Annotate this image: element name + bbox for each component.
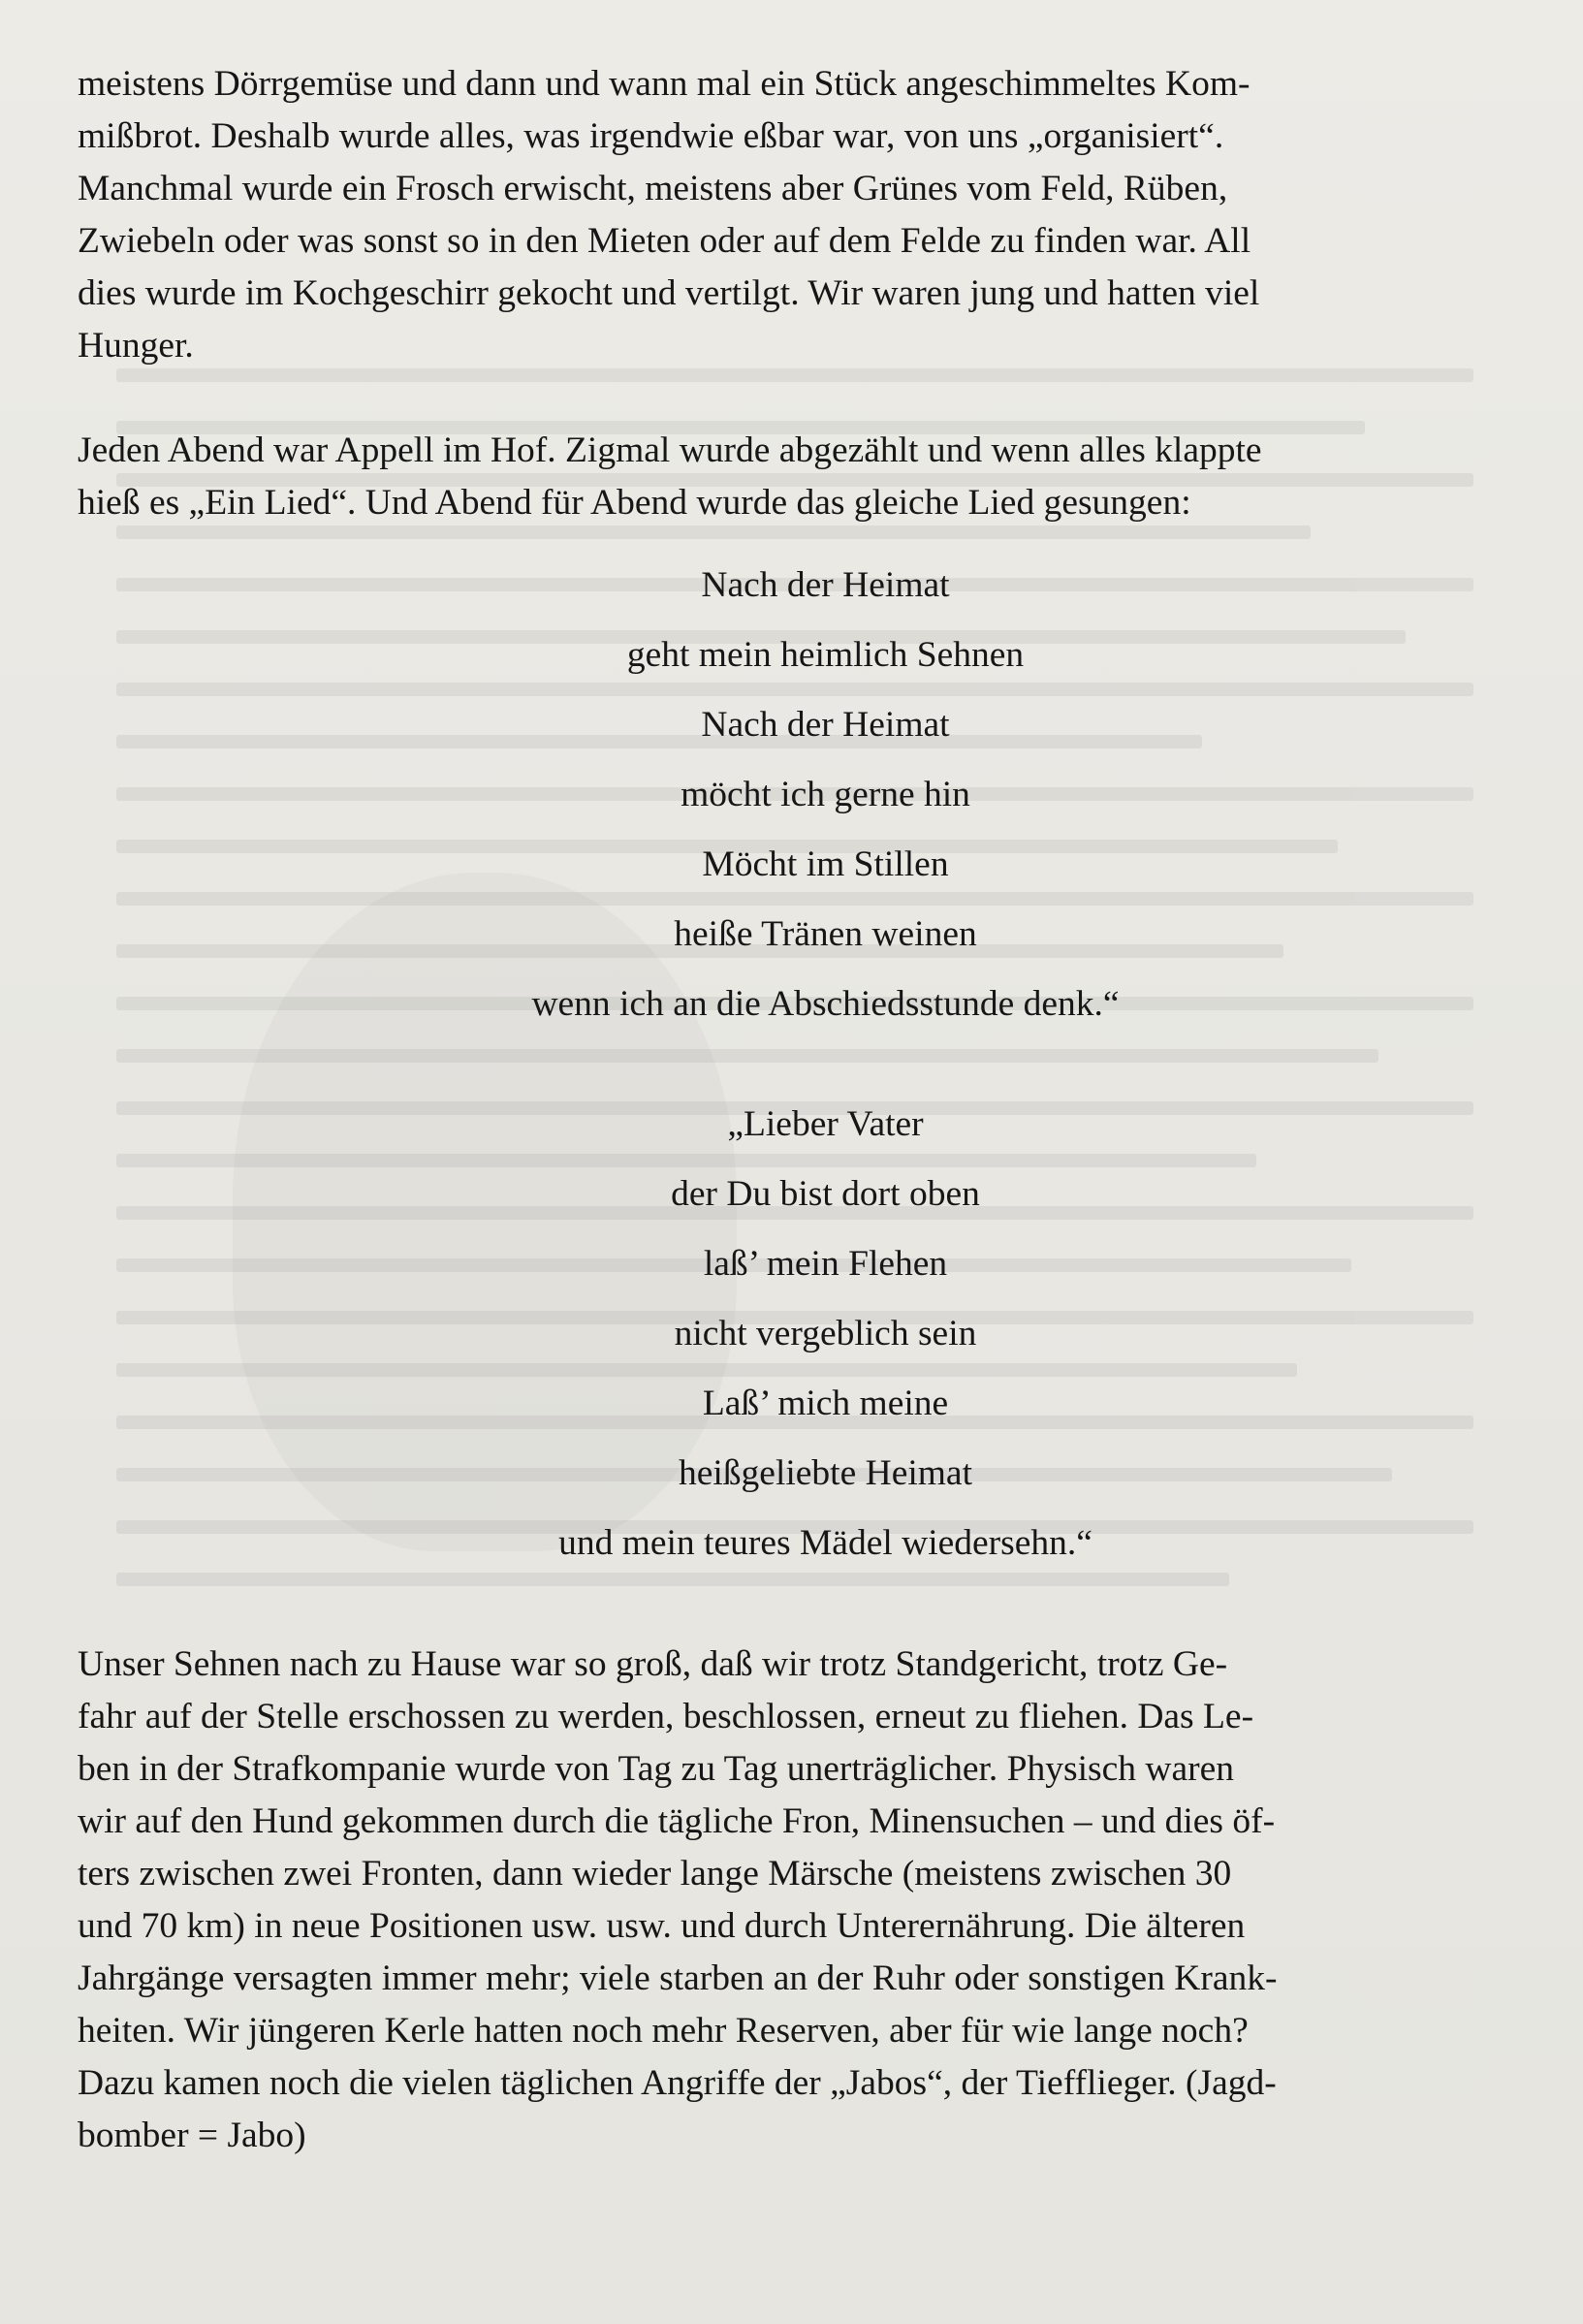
poem-line: der Du bist dort oben bbox=[671, 1174, 980, 1214]
text-line: heiten. Wir jüngeren Kerle hatten noch mehr Reserven, aber für wie lange noch? bbox=[78, 2011, 1249, 2051]
poem-line: heißgeliebte Heimat bbox=[678, 1453, 972, 1493]
text-line: ters zwischen zwei Fronten, dann wieder lange Märsche (meistens zwischen 30 bbox=[78, 1854, 1232, 1894]
poem-line: nicht vergeblich sein bbox=[674, 1314, 977, 1353]
text-line: ben in der Strafkompanie wurde von Tag zu Tag unerträglicher. Physisch waren bbox=[78, 1749, 1235, 1789]
text-line: wir auf den Hund gekommen durch die tägliche Fron, Minensuchen – und dies öf- bbox=[78, 1801, 1276, 1841]
poem-stanza-2 bbox=[78, 1090, 1505, 1578]
paragraph-appell bbox=[78, 425, 1505, 529]
text-line: fahr auf der Stelle erschossen zu werden, beschlossen, erneut zu fliehen. Das Le- bbox=[78, 1697, 1254, 1736]
text-line: mißbrot. Deshalb wurde alles, was irgendwie eßbar war, von uns „organisiert“. bbox=[78, 116, 1224, 156]
text-line: und 70 km) in neue Positionen usw. usw. und durch Unterernährung. Die älteren bbox=[78, 1906, 1246, 1946]
poem-line: Nach der Heimat bbox=[701, 705, 950, 745]
poem-line: geht mein heimlich Sehnen bbox=[626, 635, 1025, 675]
text-line: Unser Sehnen nach zu Hause war so groß, daß wir trotz Standgericht, trotz Ge- bbox=[78, 1644, 1228, 1684]
poem-stanza-1 bbox=[78, 551, 1505, 1039]
text-line: Manchmal wurde ein Frosch erwischt, meistens aber Grünes vom Feld, Rüben, bbox=[78, 169, 1228, 208]
poem-line: möcht ich gerne hin bbox=[681, 775, 970, 814]
poem-line: wenn ich an die Abschiedsstunde denk.“ bbox=[531, 984, 1120, 1024]
text-line: Jeden Abend war Appell im Hof. Zigmal wurde abgezählt und wenn alles klappte bbox=[78, 430, 1262, 470]
poem-line: und mein teures Mädel wiedersehn.“ bbox=[558, 1523, 1092, 1563]
poem-line: Nach der Heimat bbox=[701, 565, 950, 605]
poem-line: heiße Tränen weinen bbox=[674, 914, 977, 954]
poem-line: „Lieber Vater bbox=[727, 1104, 924, 1144]
text-line: Zwiebeln oder was sonst so in den Mieten oder auf dem Felde zu finden war. All bbox=[78, 221, 1251, 261]
text-line: Dazu kamen noch die vielen täglichen Angriffe der „Jabos“, der Tiefflieger. (Jagd- bbox=[78, 2063, 1277, 2103]
text-line: dies wurde im Kochgeschirr gekocht und vertilgt. Wir waren jung und hatten viel bbox=[78, 273, 1260, 313]
poem-line: Laß’ mich meine bbox=[702, 1384, 949, 1423]
page-content bbox=[78, 58, 1505, 2162]
poem-line: laß’ mein Flehen bbox=[703, 1244, 948, 1284]
paragraph-escape bbox=[78, 1639, 1505, 2162]
text-line: hieß es „Ein Lied“. Und Abend für Abend wurde das gleiche Lied gesungen: bbox=[78, 483, 1191, 523]
text-line: Jahrgänge versagten immer mehr; viele starben an der Ruhr oder sonstigen Krank- bbox=[78, 1958, 1278, 1998]
text-line: bomber = Jabo) bbox=[78, 2116, 306, 2155]
poem-line: Möcht im Stillen bbox=[702, 844, 949, 884]
text-line: meistens Dörrgemüse und dann und wann mal ein Stück angeschimmeltes Kom- bbox=[78, 64, 1251, 104]
paragraph-food bbox=[78, 58, 1505, 372]
text-line: Hunger. bbox=[78, 326, 194, 366]
